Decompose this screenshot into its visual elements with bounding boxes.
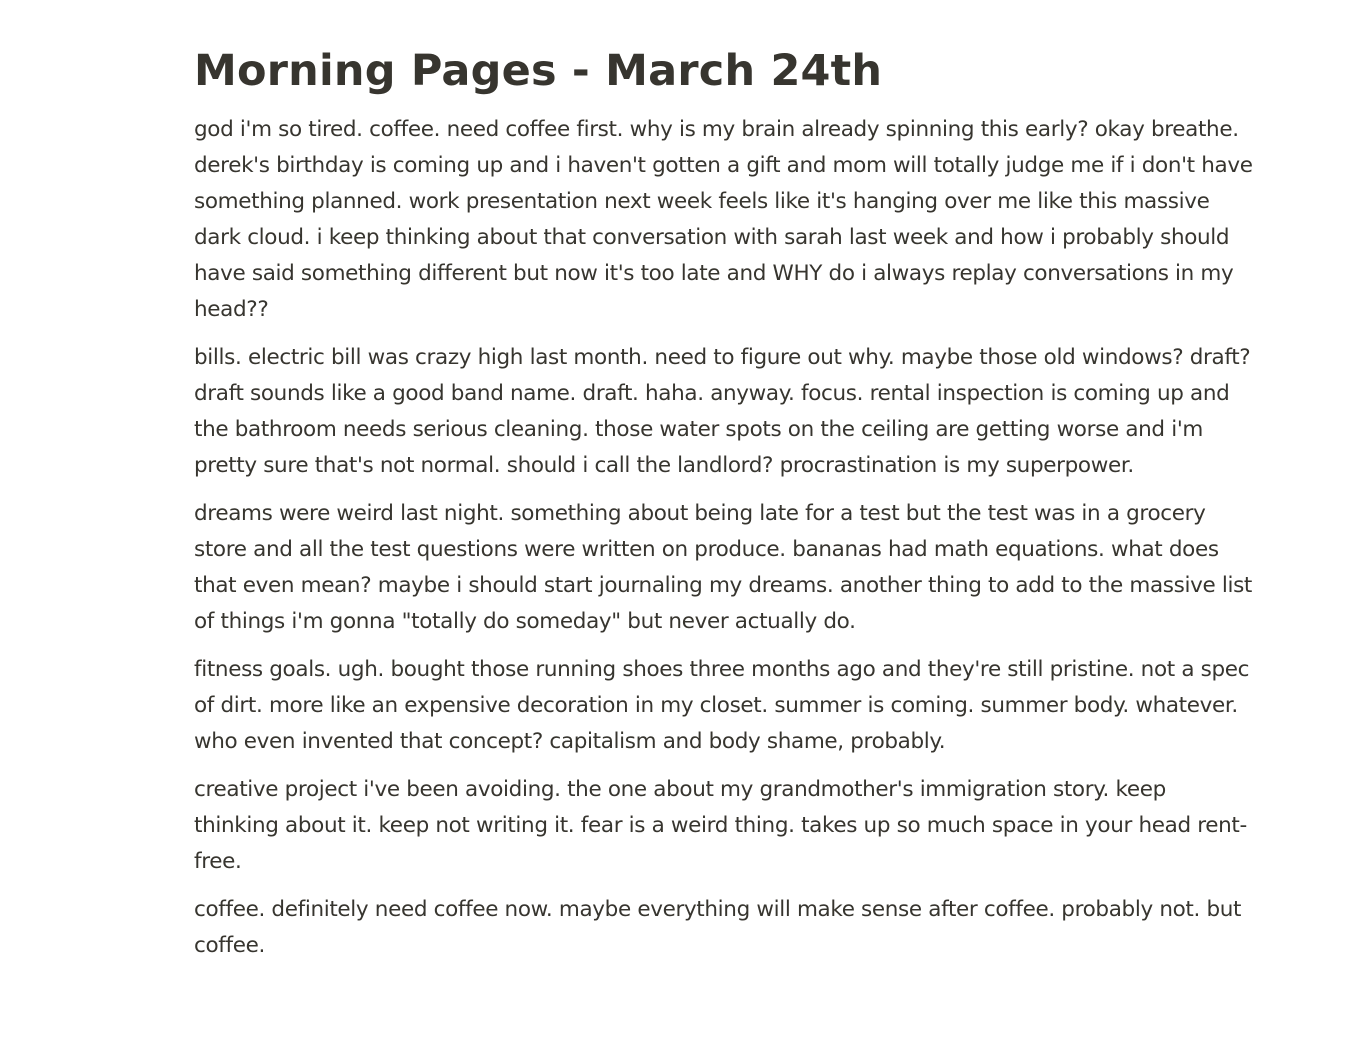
text-block-5[interactable]: creative project i've been avoiding. the one about my grandmother's immigration story. keep thinking about it. keep not writing it. fear is a weird thing. takes up so much space in your head rent-free. xyxy=(194,777,1247,874)
text-block-1[interactable]: god i'm so tired. coffee. need coffee first. why is my brain already spinning this early? okay breathe. derek's birthday is coming up and i haven't gotten a gift and mom will totally judge me if i don't have something planned. work presentation next week feels like it's hanging over me like this massive dark cloud. i keep thinking about that conversation with sarah last week and how i probably should have said something different but now it's too late and WHY do i always replay conversations in my head?? xyxy=(194,117,1253,322)
text-block-2[interactable]: bills. electric bill was crazy high last month. need to figure out why. maybe those old windows? draft? draft sounds like a good band name. draft. haha. anyway. focus. rental inspection is coming up and the bathroom needs serious cleaning. those water spots on the ceiling are getting worse and i'm pretty sure that's not normal. should i call the landlord? procrastination is my superpower. xyxy=(194,345,1251,478)
text-block-4[interactable]: fitness goals. ugh. bought those running shoes three months ago and they're still pristine. not a spec of dirt. more like an expensive decoration in my closet. summer is coming. summer body. whatever. who even invented that concept? capitalism and body shame, probably. xyxy=(194,657,1250,754)
text-block-6[interactable]: coffee. definitely need coffee now. maybe everything will make sense after coffee. probably not. but coffee. xyxy=(194,897,1242,958)
page-content xyxy=(194,112,1256,964)
page-title[interactable]: Morning Pages - March 24th xyxy=(194,46,883,96)
text-block-3[interactable]: dreams were weird last night. something about being late for a test but the test was in a grocery store and all the test questions were written on produce. bananas had math equations. what does that even mean? maybe i should start journaling my dreams. another thing to add to the massive list of things i'm gonna "totally do someday" but never actually do. xyxy=(194,501,1253,634)
